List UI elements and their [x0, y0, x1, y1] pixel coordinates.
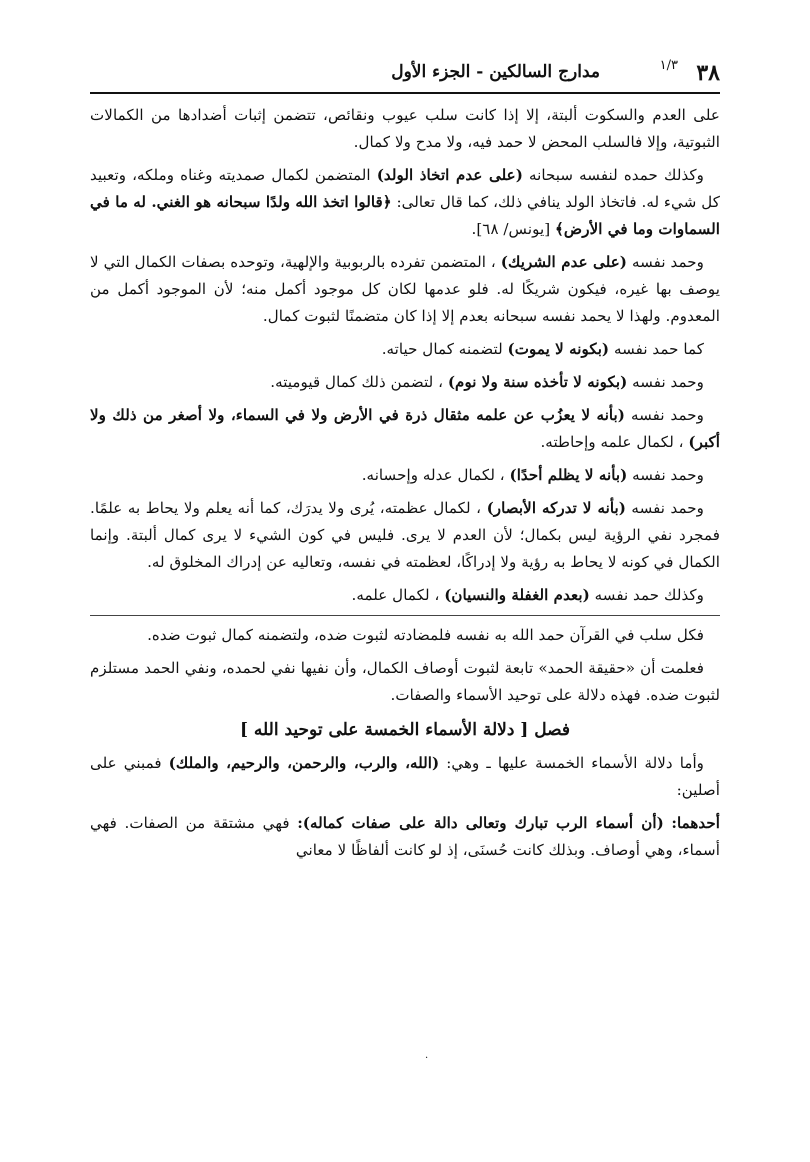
text-run: فهي مشتقة من الصفات. فهي أسماء، وهي أوصاف. وبذلك كانت حُسنَى، إذ لو كانت ألفاظًا لا معاني	[90, 814, 720, 859]
lead-word: أحدهما:	[671, 814, 720, 832]
page-header	[90, 56, 720, 94]
text-run: وكذلك حمده لنفسه سبحانه	[528, 166, 704, 184]
emphasis: (بأنه لا يعزُب عن علمه مثقال ذرة في الأرض ولا في السماء، ولا أصغر من ذلك ولا أكبر)	[90, 406, 720, 451]
section-divider	[90, 615, 720, 616]
text-run: وكذلك حمد نفسه	[594, 586, 704, 604]
text-run: ، لتضمن ذلك كمال قيوميته.	[270, 373, 444, 391]
emphasis: (بكونه لا يموت)	[507, 340, 610, 358]
paragraph-8	[90, 582, 720, 609]
text-run: المتضمن لكمال صمديته وغناه وملكه، وتعبيد كل شيء له. فاتخاذ الولد ينافي ذلك، كما قال تعالى:	[90, 166, 721, 211]
emphasis: (على عدم اتخاذ الولد)	[376, 166, 523, 184]
text-run: وحمد نفسه	[632, 466, 704, 484]
emphasis: (بأنه لا يظلم أحدًا)	[509, 466, 628, 484]
text-run: ، لكمال علمه وإحاطته.	[540, 433, 684, 451]
paragraph-3	[90, 336, 720, 363]
emphasis: (أن أسماء الرب تبارك وتعالى دالة على صفات كماله):	[297, 814, 664, 832]
volume-page-ref: ١/٣	[659, 58, 678, 73]
verse-reference: [يونس/ ٦٨].	[471, 220, 551, 238]
emphasis: (على عدم الشريك)	[500, 253, 627, 271]
text-run: ، لكمال عظمته، يُرى ولا يدرَك، كما أنه يعلم ولا يحاط به علمًا. فمجرد نفي الرؤية ليس بكمال؛ لأن العدم لا يرى. فليس في كون الشيء لا يرى كمال ألبتة. وإنما الكمال في كونه لا يحاط به رؤية ولا إدراكًا، لعظمته في نفسه، وتعاليه عن إدراك المخلوق له.	[90, 499, 720, 571]
quran-verse: ﴿قالوا اتخذ الله ولدًا سبحانه هو الغني. له ما في السماوات وما في الأرض﴾	[90, 193, 720, 238]
page-mark: .	[425, 1050, 429, 1061]
page-number: ٣٨	[696, 60, 720, 86]
emphasis: (الله، والرب، والرحمن، والرحيم، والملك)	[168, 754, 440, 772]
text-run: وحمد نفسه	[631, 499, 705, 517]
emphasis: (بكونه لا تأخذه سنة ولا نوم)	[447, 373, 628, 391]
paragraph-12	[90, 810, 720, 864]
emphasis: (بأنه لا تدركه الأبصار)	[486, 499, 626, 517]
text-run: ، لكمال عدله وإحسانه.	[361, 466, 505, 484]
paragraph-9: فكل سلب في القرآن حمد الله به نفسه فلمضادته لثبوت ضده، ولتضمنه كمال ثبوت ضده.	[147, 626, 704, 644]
text-run: ، لكمال علمه.	[351, 586, 440, 604]
paragraph-7	[90, 495, 720, 576]
text-run: وحمد نفسه	[631, 253, 705, 271]
running-title: مدارج السالكين - الجزء الأول	[391, 62, 600, 82]
text-run: لتضمنه كمال حياته.	[381, 340, 503, 358]
text-run: وحمد نفسه	[630, 406, 705, 424]
paragraph-4	[90, 369, 720, 396]
text-run: فمبني على أصلين:	[90, 754, 720, 799]
paragraph-6	[90, 462, 720, 489]
section-heading: فصل [ دلالة الأسماء الخمسة على توحيد الله ]	[239, 720, 571, 740]
text-run: كما حمد نفسه	[613, 340, 704, 358]
paragraph-0: على العدم والسكوت ألبتة، إلا إذا كانت سلب عيوب ونقائص، تتضمن إثبات أضدادها من الكمالات الثبوتية، وإلا فالسلب المحض لا حمد فيه، ولا مدح ولا كمال.	[90, 106, 720, 151]
paragraph-2	[90, 249, 720, 330]
paragraph-1	[90, 162, 720, 243]
text-run: وأما دلالة الأسماء الخمسة عليها ـ وهي:	[446, 754, 705, 772]
paragraph-5	[90, 402, 720, 456]
page-body	[90, 102, 720, 864]
text-run: ، المتضمن تفرده بالربوبية والإلهية، وتوحده بصفات الكمال التي لا يوصف بها غيره، فيكون شريكًا له. فلو عدمها لكان كل موجود أكمل منه؛ لأن الموجود أكمل من المعدوم. ولهذا لا يحمد نفسه سبحانه بعدم إلا إذا كان متضمنًا لثبوت كمال.	[90, 253, 720, 325]
paragraph-10: فعلمت أن «حقيقة الحمد» تابعة لثبوت أوصاف الكمال، وأن نفيها نفي لحمده، ونفي الحمد مستلزم لثبوت ضده. فهذه دلالة على توحيد الأسماء والصفات.	[90, 659, 720, 704]
book-page	[90, 56, 720, 870]
text-run: وحمد نفسه	[632, 373, 704, 391]
emphasis: (بعدم الغفلة والنسيان)	[444, 586, 590, 604]
paragraph-11	[90, 750, 720, 804]
